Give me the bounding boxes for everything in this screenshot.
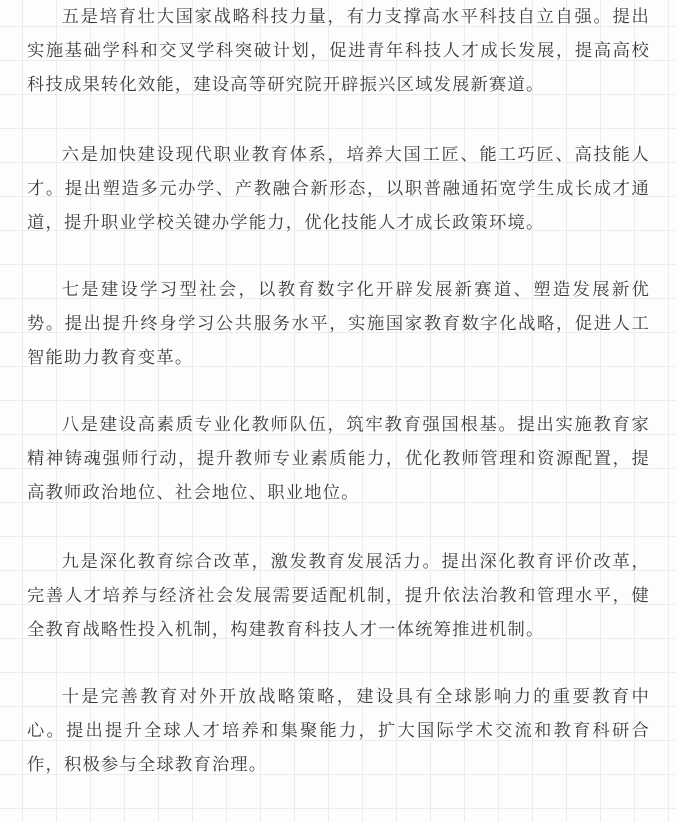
paragraph-point-10: 十是完善教育对外开放战略策略，建设具有全球影响力的重要教育中心。提出提升全球人才培养和集聚能力，扩大国际学术交流和教育科研合作，积极参与全球教育治理。	[27, 687, 650, 775]
paragraph-point-8: 八是建设高素质专业化教师队伍，筑牢教育强国根基。提出实施教育家精神铸魂强师行动，提升教师专业素质能力，优化教师管理和资源配置，提高教师政治地位、社会地位、职业地位。	[27, 415, 650, 503]
paragraph-point-7: 七是建设学习型社会，以教育数字化开辟发展新赛道、塑造发展新优势。提出提升终身学习公共服务水平，实施国家教育数字化战略，促进人工智能助力教育变革。	[27, 280, 650, 368]
paragraph-point-5: 五是培育壮大国家战略科技力量，有力支撑高水平科技自立自强。提出实施基础学科和交叉学科突破计划，促进青年科技人才成长发展，提高高校科技成果转化效能，建设高等研究院开辟振兴区域发展新赛道。	[27, 7, 650, 95]
paragraph-point-6: 六是加快建设现代职业教育体系，培养大国工匠、能工巧匠、高技能人才。提出塑造多元办学、产教融合新形态，以职普融通拓宽学生成长成才通道，提升职业学校关键办学能力，优化技能人才成长政策环境。	[27, 145, 650, 233]
paragraph-point-9: 九是深化教育综合改革，激发教育发展活力。提出深化教育评价改革，完善人才培养与经济社会发展需要适配机制，提升依法治教和管理水平，健全教育战略性投入机制，构建教育科技人才一体统筹推进机制。	[27, 552, 650, 640]
